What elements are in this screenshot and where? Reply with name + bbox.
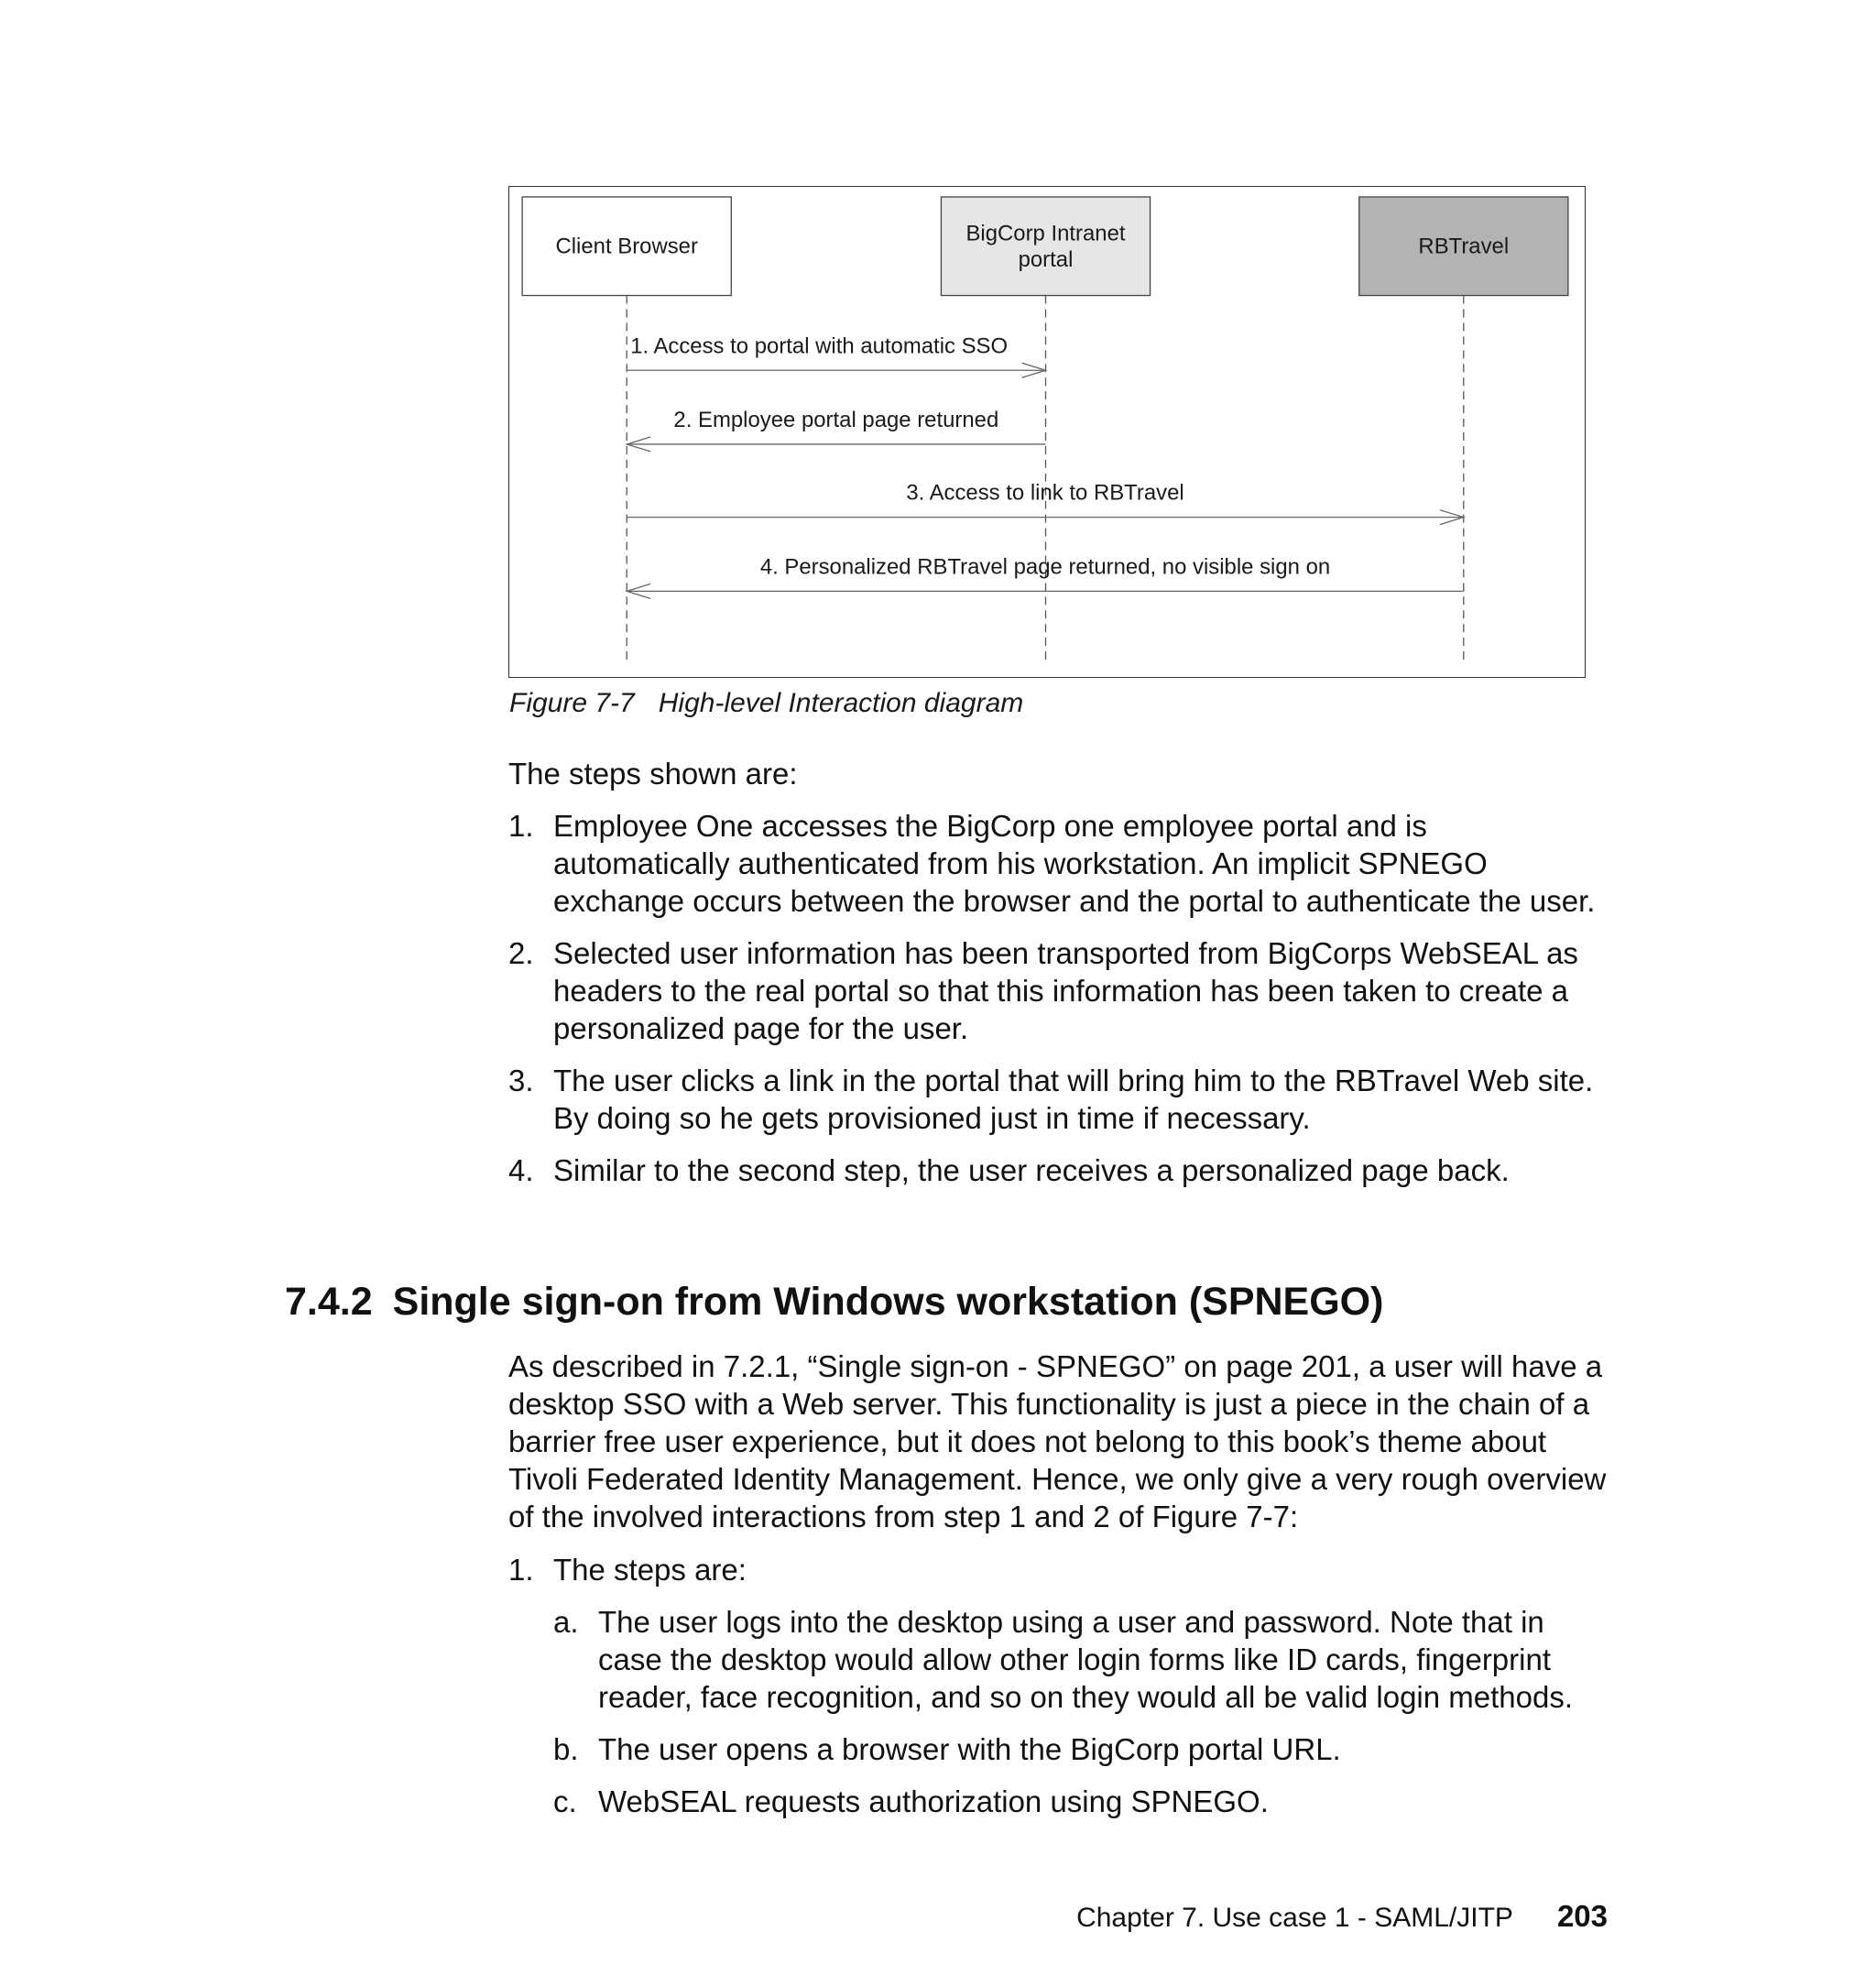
participant-label-portal: BigCorp Intranet bbox=[965, 221, 1126, 246]
footer-chapter: Chapter 7. Use case 1 - SAML/JITP bbox=[1076, 1903, 1513, 1933]
section-sublist-item bbox=[553, 1603, 1616, 1716]
list-item-text: Similar to the second step, the user receives a personalized page back. bbox=[553, 1153, 1510, 1187]
list-item-text: The user logs into the desktop using a user and password. Note that in case the desktop would allow other login forms like ID cards, fingerprint reader, face recognition, and so on they would all be valid login methods. bbox=[598, 1605, 1574, 1714]
list-marker: c. bbox=[553, 1784, 577, 1818]
section-list bbox=[508, 1551, 1608, 1603]
interaction-diagram bbox=[508, 186, 1586, 678]
section-number: 7.4.2 bbox=[285, 1280, 373, 1324]
list-item-text: The steps are: bbox=[553, 1553, 747, 1587]
step-item bbox=[508, 1062, 1608, 1137]
message-label: 3. Access to link to RBTravel bbox=[906, 480, 1184, 506]
figure-title: High-level Interaction diagram bbox=[658, 688, 1024, 718]
list-marker: 2. bbox=[508, 936, 534, 970]
participant-label-rbtravel: RBTravel bbox=[1418, 234, 1510, 259]
section-paragraph: As described in 7.2.1, “Single sign-on - SPNEGO” on page 201, a user will have a desktop SSO with a Web server. This functionality is just a piece in the chain of a barrier free user experience, but it does not belong to this book’s theme about Tivoli Federated Identity Management. Hence, we only give a very rough overview of the involved interactions from step 1 and 2 of Figure 7-7: bbox=[508, 1349, 1607, 1533]
sequence-diagram-svg bbox=[509, 187, 1585, 677]
list-item-text: Employee One accesses the BigCorp one employee portal and is automatically authenticated from his workstation. An implicit SPNEGO exchange occurs between the browser and the portal to authenticate the user. bbox=[553, 809, 1596, 918]
message-label: 4. Personalized RBTravel page returned, no visible sign on bbox=[759, 554, 1331, 580]
list-marker: a. bbox=[553, 1605, 579, 1639]
figure-number: Figure 7-7 bbox=[509, 688, 635, 718]
section-title: Single sign-on from Windows workstation (SPNEGO) bbox=[392, 1280, 1384, 1324]
list-item-text: Selected user information has been transported from BigCorps WebSEAL as headers to the real portal so that this information has been taken to create a personalized page for the user. bbox=[553, 936, 1578, 1045]
participant-box-portal bbox=[941, 197, 1150, 296]
participant-label-client: Client Browser bbox=[555, 234, 698, 259]
list-item-text: The user clicks a link in the portal that will bring him to the RBTravel Web site. By doing so he gets provisioned just in time if necessary. bbox=[553, 1064, 1594, 1135]
steps-list bbox=[508, 807, 1608, 1204]
list-marker: 3. bbox=[508, 1064, 534, 1097]
list-marker: b. bbox=[553, 1732, 579, 1766]
list-item-text: WebSEAL requests authorization using SPNEGO. bbox=[598, 1784, 1269, 1818]
step-item bbox=[508, 934, 1608, 1047]
step-item bbox=[508, 807, 1608, 920]
page-number: 203 bbox=[1556, 1899, 1608, 1933]
page-footer bbox=[1076, 1899, 1608, 1934]
list-marker: 1. bbox=[508, 809, 534, 843]
section-sublist-item bbox=[553, 1783, 1616, 1820]
section-list-item bbox=[508, 1551, 1608, 1588]
list-item-text: The user opens a browser with the BigCorp portal URL. bbox=[598, 1732, 1341, 1766]
steps-intro: The steps shown are: bbox=[508, 757, 798, 791]
section-sublist-item bbox=[553, 1730, 1616, 1768]
section-heading bbox=[285, 1280, 1383, 1325]
list-marker: 4. bbox=[508, 1153, 534, 1187]
message-label: 2. Employee portal page returned bbox=[673, 408, 999, 433]
figure-caption bbox=[509, 688, 1023, 719]
step-item bbox=[508, 1151, 1608, 1189]
participant-label-portal: portal bbox=[1018, 247, 1074, 273]
list-marker: 1. bbox=[508, 1553, 534, 1587]
message-label: 1. Access to portal with automatic SSO bbox=[630, 333, 1009, 359]
section-sublist bbox=[553, 1603, 1616, 1835]
